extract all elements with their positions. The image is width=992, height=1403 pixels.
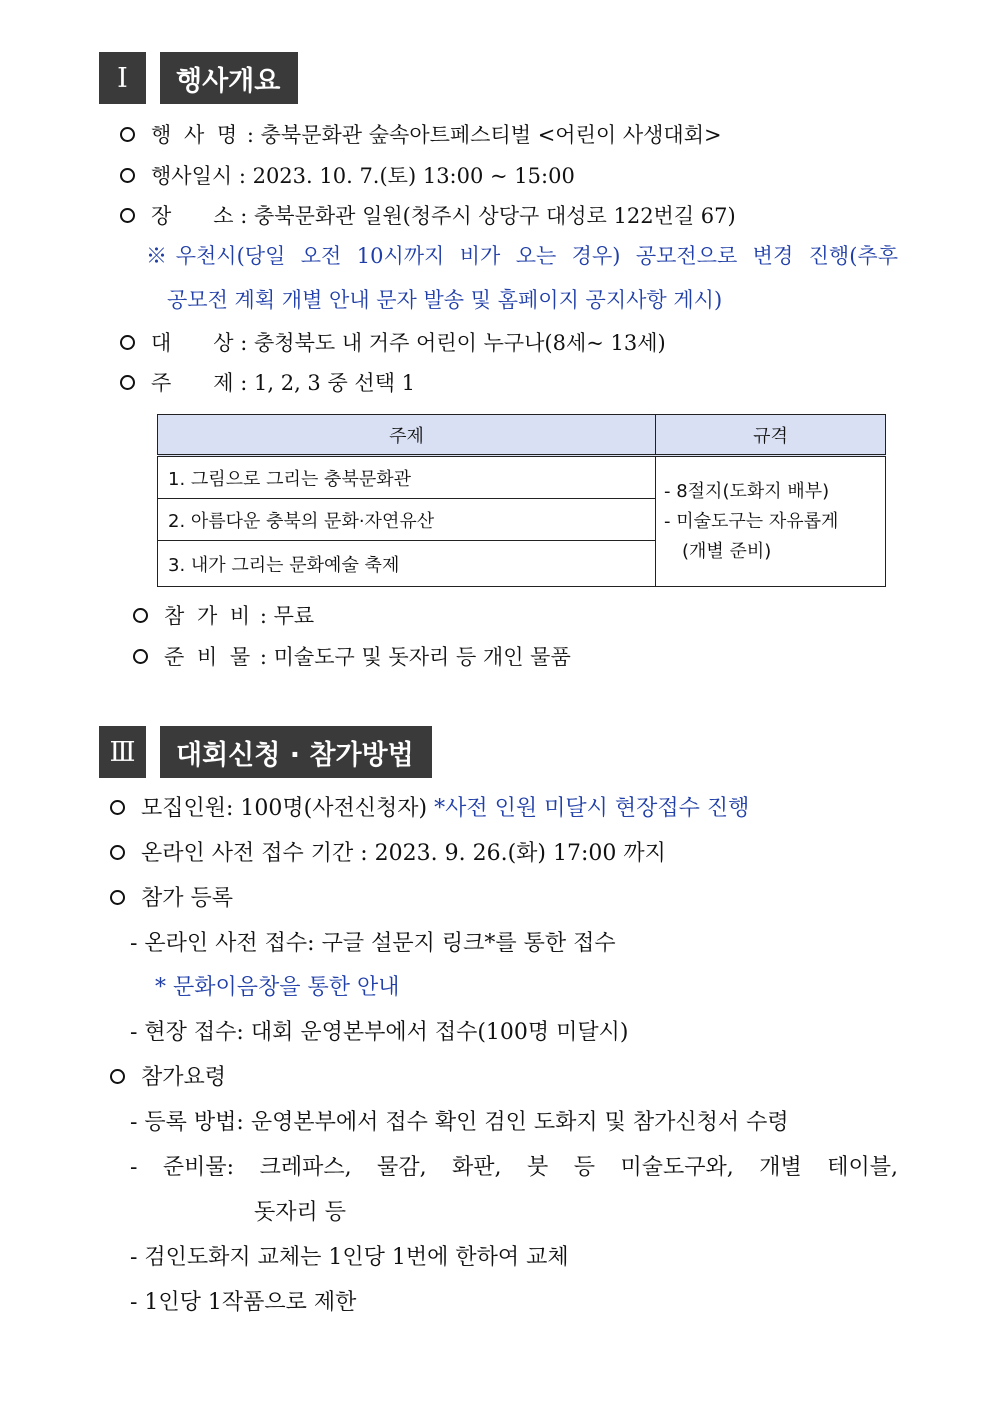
circle-bullet-icon (133, 649, 148, 664)
spec-line: - 8절지(도화지 배부) (664, 480, 830, 502)
onsite-registration: - 현장 접수: 대회 운영본부에서 접수(100명 미달시) (130, 1020, 629, 1045)
event-date-value: : 2023. 10. 7.(토) 13:00 ~ 15:00 (232, 164, 575, 188)
table-header-row (158, 415, 886, 456)
fee-key: 참 가 비 (164, 604, 254, 628)
online-registration: - 온라인 사전 접수: 구글 설문지 링크*를 통한 접수 (130, 931, 616, 956)
circle-bullet-icon (120, 168, 135, 183)
recruit-row (110, 794, 749, 824)
circle-bullet-icon (110, 1069, 125, 1084)
section-1-title: 행사개요 (160, 52, 298, 104)
recruit-note: *사전 인원 미달시 현장접수 진행 (434, 796, 750, 821)
registration-method: - 등록 방법: 운영본부에서 접수 확인 검인 도화지 및 참가신청서 수령 (130, 1110, 789, 1135)
event-place-key: 장 소 (151, 204, 234, 228)
circle-bullet-icon (110, 845, 125, 860)
topic-cell: 3. 내가 그리는 문화예술 축제 (158, 541, 656, 587)
event-date-row (120, 161, 575, 191)
registration-text: 참가 등록 (141, 886, 234, 911)
section-3-title: 대회신청 · 참가방법 (160, 726, 432, 778)
circle-bullet-icon (110, 800, 125, 815)
target-value: : 충청북도 내 거주 어린이 누구나(8세~ 13세) (233, 331, 666, 355)
table-row (158, 456, 886, 499)
topic-cell: 2. 아름다운 충북의 문화·자연유산 (158, 499, 656, 541)
spec-line: - 미술도구는 자유롭게 (664, 510, 839, 532)
event-place-row (120, 201, 736, 231)
section-1-number: Ⅰ (99, 52, 146, 104)
circle-bullet-icon (120, 375, 135, 390)
target-key: 대 상 (151, 331, 234, 355)
event-place-value: : 충북문화관 일원(청주시 상당구 대성로 122번길 67) (233, 204, 736, 228)
topic-header: 주제 (158, 415, 656, 456)
online-registration-note: * 문화이음창을 통한 안내 (155, 975, 400, 1000)
circle-bullet-icon (120, 335, 135, 350)
recruit-text: 모집인원: 100명(사전신청자) (141, 796, 435, 821)
spec-line: (개별 준비) (682, 540, 772, 562)
target-row (120, 328, 666, 358)
spec-header: 규격 (656, 415, 886, 456)
section-1-header (99, 52, 298, 104)
registration-row (110, 884, 233, 914)
rain-note-line-2: 공모전 계획 개별 안내 문자 발송 및 홈페이지 공지사항 게시) (167, 288, 723, 312)
section-3-header (99, 726, 432, 778)
online-period-text: 온라인 사전 접수 기간 : 2023. 9. 26.(화) 17:00 까지 (141, 841, 666, 866)
circle-bullet-icon (120, 208, 135, 223)
preparation-line-1: - 준비물: 크레파스, 물감, 화판, 붓 등 미술도구와, 개별 테이블, (130, 1155, 898, 1180)
supplies-value: : 미술도구 및 돗자리 등 개인 물품 (253, 645, 571, 669)
theme-value: : 1, 2, 3 중 선택 1 (233, 371, 416, 395)
fee-row (133, 601, 314, 631)
event-name-row (120, 120, 722, 150)
guide-text: 참가요령 (141, 1065, 227, 1090)
rain-note-line-1: ※우천시(당일 오전 10시까지 비가 오는 경우) 공모전으로 변경 진행(추후 (146, 244, 898, 268)
circle-bullet-icon (120, 127, 135, 142)
theme-row (120, 368, 415, 398)
preparation-line-2: 돗자리 등 (254, 1200, 347, 1225)
spec-cell (656, 456, 886, 587)
event-date-key: 행사일시 (151, 164, 233, 188)
artwork-limit-rule: - 1인당 1작품으로 제한 (130, 1290, 357, 1315)
supplies-row (133, 642, 571, 672)
topic-cell: 1. 그림으로 그리는 충북문화관 (158, 456, 656, 499)
supplies-key: 준 비 물 (164, 645, 254, 669)
event-name-value: : 충북문화관 숲속아트페스티벌 <어린이 사생대회> (240, 123, 722, 147)
section-3-number: Ⅲ (99, 726, 146, 778)
online-period-row (110, 839, 666, 869)
guide-row (110, 1063, 226, 1093)
fee-value: : 무료 (253, 604, 315, 628)
circle-bullet-icon (110, 890, 125, 905)
topics-table (157, 414, 886, 587)
event-name-key: 행 사 명 (151, 123, 241, 147)
theme-key: 주 제 (151, 371, 234, 395)
paper-replacement-rule: - 검인도화지 교체는 1인당 1번에 한하여 교체 (130, 1245, 569, 1270)
circle-bullet-icon (133, 608, 148, 623)
